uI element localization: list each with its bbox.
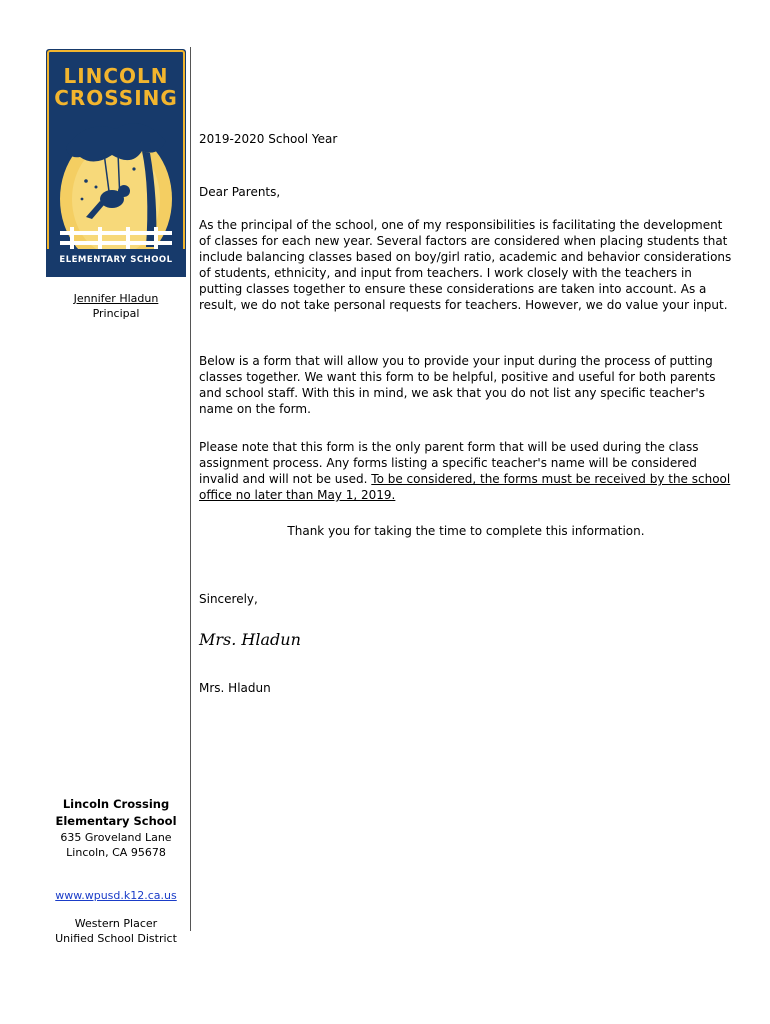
school-year: 2019-2020 School Year: [199, 132, 338, 146]
signed-name: Mrs. Hladun: [199, 681, 271, 695]
district-line1: Western Placer: [74, 917, 158, 930]
thank-you-line: Thank you for taking the time to complete this information.: [287, 524, 645, 538]
logo-text-bottom: ELEMENTARY SCHOOL: [59, 255, 173, 265]
school-logo: [46, 49, 186, 277]
school-name: Lincoln Crossing Elementary School: [55, 797, 177, 828]
logo-text-line1: LINCOLN: [63, 64, 169, 88]
salutation: Dear Parents,: [199, 185, 281, 199]
district-line2: Unified School District: [55, 932, 177, 945]
paragraph-3: [199, 439, 733, 503]
paragraph-1: As the principal of the school, one of my responsibilities is facilitating the development of classes for each new year. Several factors are considered when placing students that include balancing classes based on boy/girl ratio, academic and behavior considerations of students, ethnicity, and input from teachers. I work closely with the teachers in putting classes together to ensure these considerations are taken into account. As a result, we do not take personal requests for teachers. However, we do value your input.: [199, 218, 732, 312]
paragraph-3-text: Please note that this form is the only parent form that will be used during the class assignment process. Any forms listing a specific teacher's name will be considered invalid and will not be used.: [199, 440, 699, 486]
website-link[interactable]: www.wpusd.k12.ca.us: [55, 889, 177, 902]
address-line2: Lincoln, CA 95678: [66, 846, 166, 859]
deadline-notice: To be considered, the forms must be received by the school office no later than May 1, 2019.: [199, 472, 731, 502]
paragraph-2: Below is a form that will allow you to provide your input during the process of putting classes together. We want this form to be helpful, positive and useful for both parents and school staff. With this in mind, we ask that you do not list any specific teacher's name on the form.: [199, 354, 716, 416]
address-line1: 635 Groveland Lane: [60, 831, 172, 844]
signature: Mrs. Hladun: [199, 630, 301, 649]
principal-name: Jennifer Hladun: [73, 292, 159, 305]
logo-text-line2: CROSSING: [54, 86, 178, 110]
principal-role: Principal: [92, 307, 140, 320]
vertical-divider: [190, 47, 191, 931]
closing: Sincerely,: [199, 592, 258, 606]
